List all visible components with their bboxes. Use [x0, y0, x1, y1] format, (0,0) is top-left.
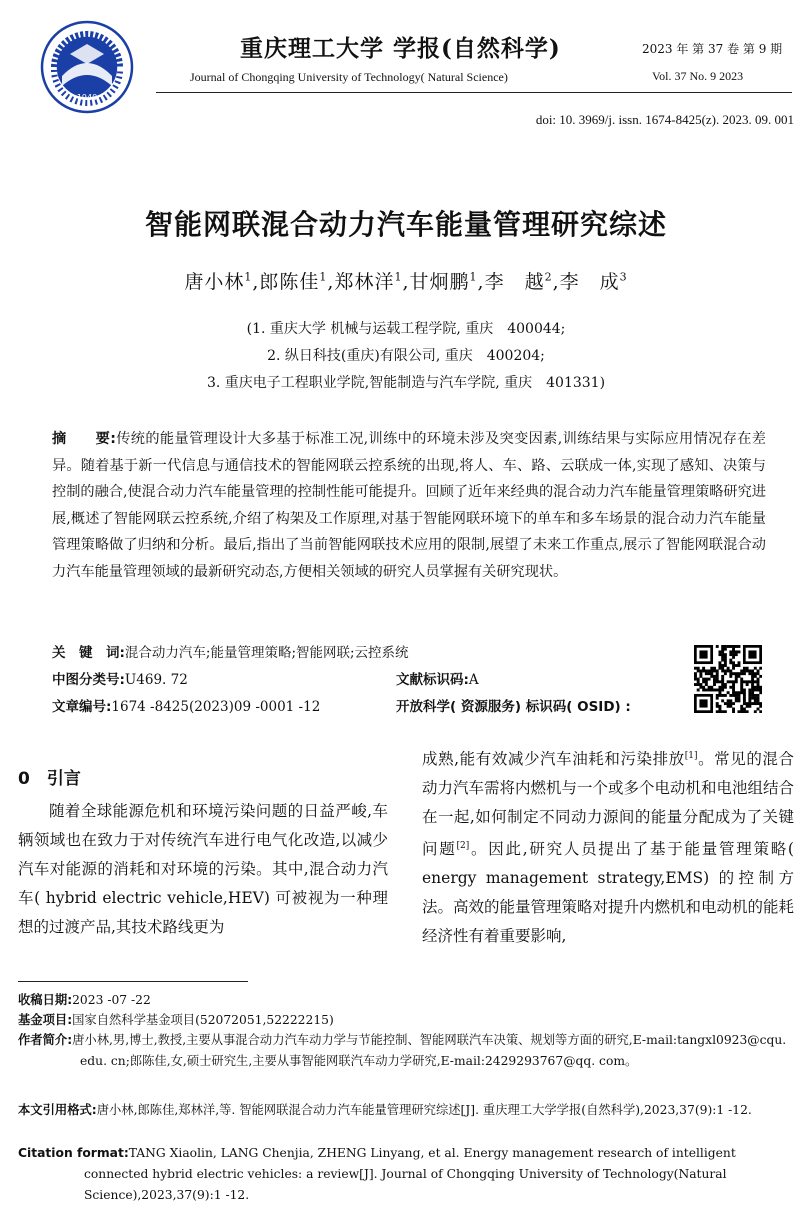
affiliation-2: 2. 纵日科技(重庆)有限公司, 重庆 400204; [267, 348, 545, 364]
author-list: 唐小林$^1$,郎陈佳$^1$,郑林洋$^1$,甘炯鹏$^1$,李 越$^2$,李 成$^3$ [184, 270, 628, 293]
journal-title-cn: 重庆理工大学 学报(自然科学) [240, 35, 561, 62]
body-text: 。因此,研究人员提出了基于能量管理策略( energy management strategy,EMS) 的控制方法。高效的能量管理策略对提升内燃机和电动机的能耗经济性有着重要影响, [422, 840, 795, 946]
issue-info-en: Vol. 37 No. 9 2023 [652, 69, 744, 83]
abstract-label: 摘 要: [52, 431, 116, 447]
received-value: 2023 -07 -22 [72, 993, 151, 1007]
clc-number [52, 668, 188, 688]
osid-label: 开放科学( 资源服务) 标识码( OSID) : [396, 699, 631, 715]
fund-info [18, 1010, 794, 1031]
section-title: 引言 [46, 769, 81, 789]
doc-code-value: A [468, 672, 479, 688]
citation-en [18, 1143, 794, 1206]
body-text: 。常见的混合动力汽车需将内燃机与一个或多个电动机和电池组结合在一起,如何制定不同动力源间的能量分配成为了关键问题 [422, 750, 795, 859]
author-affiliation-mark: 1 [469, 270, 478, 284]
fund-value: 国家自然科学基金项目(52072051,52222215) [72, 1013, 334, 1027]
paper-title: 智能网联混合动力汽车能量管理研究综述 [144, 208, 667, 241]
bio-label: 作者简介: [18, 1033, 73, 1047]
citation-cn-label: 本文引用格式: [18, 1103, 97, 1117]
keywords-text: 混合动力汽车;能量管理策略;智能网联;云控系统 [124, 645, 409, 661]
citation-en-value: TANG Xiaolin, LANG Chenjia, ZHENG Linyang, et al. Energy management research of intelligent connected hybrid electric vehicles: a review[J]. Journal of Chongqing University of Technology(Natural Science),2023,37(9):1 -12. [84, 1146, 736, 1202]
fund-label: 基金项目: [18, 1013, 73, 1027]
logo-year: 1940 [76, 93, 98, 102]
citation-cn [18, 1100, 794, 1121]
journal-title-en: Journal of Chongqing University of Technology( Natural Science) [190, 70, 508, 84]
author-affiliation-mark: 3 [619, 270, 628, 284]
author-affiliation-mark: 1 [394, 270, 403, 284]
citation-cn-value: 唐小林,郎陈佳,郑林洋,等. 智能网联混合动力汽车能量管理研究综述[J]. 重庆理工大学学报(自然科学),2023,37(9):1 -12. [96, 1103, 752, 1117]
article-number-label: 文章编号: [52, 699, 112, 715]
body-column-right [422, 742, 794, 951]
affiliation-3: 3. 重庆电子工程职业学院,智能制造与汽车学院, 重庆 401331) [206, 375, 606, 391]
article-number-value: 1674 -8425(2023)09 -0001 -12 [111, 699, 321, 715]
received-label: 收稿日期: [18, 993, 73, 1007]
author-name: 唐小林 [184, 271, 245, 293]
keywords [52, 641, 409, 661]
reference-mark[interactable]: [1] [684, 751, 698, 761]
university-logo [40, 20, 134, 114]
author-affiliation-mark: 1 [244, 270, 253, 284]
received-date [18, 990, 794, 1011]
author-affiliation-mark: 1 [319, 270, 328, 284]
doi[interactable]: doi: 10. 3969/j. issn. 1674-8425(z). 2023. 09. 001 [535, 112, 794, 127]
author-name: 甘炯鹏 [409, 271, 470, 293]
document-code [396, 668, 479, 688]
clc-value: U469. 72 [124, 672, 188, 688]
reference-mark[interactable]: [2] [456, 841, 470, 852]
author-name: 郎陈佳 [259, 271, 320, 293]
bio-value: 唐小林,男,博士,教授,主要从事混合动力汽车动力学与节能控制、智能网联汽车决策、规划等方面的研究,E-mail:tangxl0923@cqu. edu. cn;郎陈佳,女,硕士研究生,主要从事智能网联汽车动力学研究,E-mail:2429293767@qq. com。 [72, 1033, 787, 1068]
author-name: 李 成 [559, 271, 620, 293]
author-bio [18, 1030, 794, 1072]
qr-code-icon[interactable] [694, 645, 762, 713]
affiliation-1: (1. 重庆大学 机械与运载工程学院, 重庆 400044; [246, 321, 566, 337]
clc-label: 中图分类号: [52, 672, 125, 688]
issue-info-cn: 2023 年 第 37 卷 第 9 期 [642, 42, 783, 56]
body-text: 成熟,能有效减少汽车油耗和污染排放 [422, 750, 685, 769]
author-name: 李 越 [484, 271, 545, 293]
article-number [52, 695, 320, 715]
author-name: 郑林洋 [334, 271, 395, 293]
section-number: 0 [18, 769, 30, 789]
citation-en-label: Citation format: [18, 1146, 129, 1160]
body-column-left: 随着全球能源危机和环境污染问题的日益严峻,车辆领域也在致力于对传统汽车进行电气化改造,以减少汽车对能源的消耗和对环境的污染。其中,混合动力汽车( hybrid electric vehicle,HEV) 可被视为一种理想的过渡产品,其技术路线更为 [18, 802, 388, 936]
osid [396, 695, 631, 715]
section-heading [18, 764, 81, 789]
author-affiliation-mark: 2 [544, 270, 553, 284]
doc-code-label: 文献标识码: [396, 672, 469, 688]
abstract-text: 传统的能量管理设计大多基于标准工况,训练中的环境未涉及突变因素,训练结果与实际应用情况存在差异。随着基于新一代信息与通信技术的智能网联云控系统的出现,将人、车、路、云联成一体,实现了感知、决策与控制的融合,使混合动力汽车能量管理的控制性能可能提升。回顾了近年来经典的混合动力汽车能量管理策略研究进展,概述了智能网联云控系统,介绍了构架及工作原理,对基于智能网联环境下的单车和多车场景的混合动力汽车能量管理策略做了归纳和分析。最后,指出了当前智能网联技术应用的限制,展望了未来工作重点,展示了智能网联混合动力汽车能量管理领域的最新研究动态,方便相关领域的研究人员掌握有关研究现状。 [52, 431, 766, 580]
header-divider [156, 92, 792, 93]
abstract [52, 426, 766, 585]
keywords-label: 关 键 词: [52, 645, 125, 661]
footnote-divider [18, 981, 248, 982]
